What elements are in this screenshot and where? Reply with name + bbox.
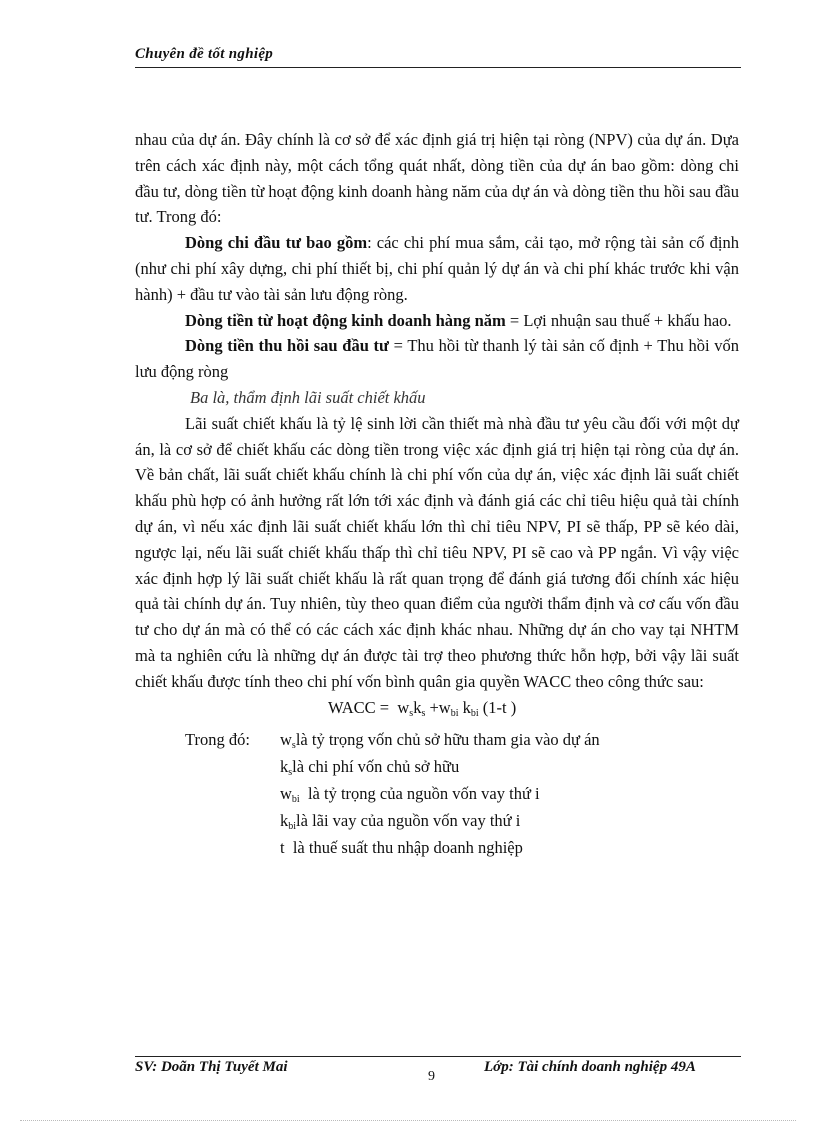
legend-subscript: s xyxy=(291,740,296,752)
legend-row xyxy=(135,807,739,834)
subheading-discount-rate: Ba là, thẩm định lãi suất chiết khấu xyxy=(190,387,426,407)
legend-label: Trong đó: xyxy=(185,730,250,750)
formula-sub: s xyxy=(421,707,426,719)
paragraph-discount-rate: Lãi suất chiết khấu là tỷ lệ sinh lời cần thiết mà nhà đầu tư yêu cầu đối với một dự án, là cơ sở để chiết khấu các dòng tiền trong việc xác định giá trị hiện tại ròng của dự án. Về bản chất, lãi suất chiết khấu chính là chi phí vốn của dự án, việc xác định lãi suất chiết khấu phù hợp có ảnh hưởng rất lớn tới xác định và đánh giá các chỉ tiêu hiệu quả tài chính dự án, vì nếu xác định lãi suất chiết khấu lớn thì chỉ tiêu NPV, PI sẽ thấp, PP sẽ kéo dài, ngược lại, nếu lãi suất chiết khấu thấp thì chỉ tiêu NPV, PI sẽ cao và PP ngắn. Vì vậy việc xác định hợp lý lãi suất chiết khấu là rất quan trọng để đánh giá tương đối chính xác hiệu quả tài chính dự án. Tuy nhiên, tùy theo quan điểm của người thẩm định và cơ cấu vốn đầu tư cho dự án mà có thể có các cách xác định khác nhau. Những dự án cho vay tại NHTM mà ta nghiên cứu là những dự án được tài trợ theo phương thức hỗn hợp, bởi vậy lãi suất chiết khấu được tính theo chi phí vốn bình quân gia quyền WACC theo công thức sau: xyxy=(135,413,739,691)
term-operating-cashflow: Dòng tiền từ hoạt động kinh doanh hàng năm xyxy=(185,310,506,330)
footer-student: SV: Doãn Thị Tuyết Mai xyxy=(135,1059,288,1075)
formula-w: w xyxy=(438,697,451,717)
formula-plus: + xyxy=(425,697,439,717)
paragraph-investment-outflow xyxy=(135,230,739,307)
paragraph-terminal-cashflow xyxy=(135,333,739,385)
legend-text: là lãi vay của nguồn vốn vay thứ i xyxy=(296,811,521,831)
formula-k: k xyxy=(462,697,471,717)
term-investment-outflow: Dòng chi đầu tư bao gồm xyxy=(185,233,368,253)
legend-spacer xyxy=(135,807,280,834)
legend-item xyxy=(280,807,520,834)
legend-row xyxy=(135,780,739,807)
header-title: Chuyên đề tốt nghiệp xyxy=(135,46,274,62)
legend-symbol: t xyxy=(280,838,285,858)
formula-lhs: WACC = xyxy=(328,697,390,717)
page-number: 9 xyxy=(428,1069,435,1084)
formula-w: w xyxy=(397,697,410,717)
definition-operating-cashflow: = Lợi nhuận sau thuế + khấu hao. xyxy=(505,310,732,330)
wacc-formula xyxy=(135,695,739,727)
legend-text: là thuế suất thu nhập doanh nghiệp xyxy=(284,838,523,858)
formula-sub: bi xyxy=(470,707,479,719)
paragraph-intro: nhau của dự án. Đây chính là cơ sở để xác định giá trị hiện tại ròng (NPV) của dự án. Dựa trên cách xác định này, một cách tổng quát nhất, dòng tiền của dự án bao gồm: dòng chi đầu tư, dòng tiền từ hoạt động kinh doanh hàng năm của dự án và dòng tiền thu hồi sau đầu tư. Trong đó: xyxy=(135,130,739,227)
legend-symbol: k xyxy=(280,757,289,777)
legend-symbol: w xyxy=(280,784,292,804)
formula-legend xyxy=(135,726,739,861)
footer-rule xyxy=(135,1056,741,1057)
legend-row xyxy=(135,753,739,780)
legend-spacer xyxy=(135,753,280,780)
formula-sub: bi xyxy=(450,707,459,719)
definition-investment-outflow: : các chi phí mua sắm, cải tạo, mở rộng tài sản cố định (như chi phí xây dựng, chi phí thiết bị, chi phí quản lý dự án và chi phí khác trước khi vận hành) + đầu tư vào tài sản lưu động ròng. xyxy=(135,233,739,304)
header-rule xyxy=(135,67,741,68)
legend-symbol: w xyxy=(280,730,292,750)
formula-k: k xyxy=(413,697,422,717)
legend-spacer xyxy=(135,834,280,861)
definition-terminal-cashflow: = Thu hồi từ thanh lý tài sản cố định + Thu hồi vốn lưu động ròng xyxy=(135,336,739,382)
page-bottom-border xyxy=(20,1120,796,1121)
legend-item xyxy=(280,726,600,753)
legend-item xyxy=(280,834,523,861)
formula-tail: (1-t ) xyxy=(478,697,517,717)
legend-subscript: s xyxy=(288,767,293,779)
legend-item xyxy=(280,753,459,780)
term-terminal-cashflow: Dòng tiền thu hồi sau đầu tư xyxy=(185,336,389,356)
legend-subscript: bi xyxy=(291,794,300,806)
legend-spacer xyxy=(135,780,280,807)
formula-sub: s xyxy=(409,707,414,719)
legend-item xyxy=(280,780,540,807)
legend-row xyxy=(135,834,739,861)
legend-symbol: k xyxy=(280,811,289,831)
legend-text: là tỷ trọng vốn chủ sở hữu tham gia vào dự án xyxy=(295,730,600,750)
footer-class: Lớp: Tài chính doanh nghiệp 49A xyxy=(484,1059,696,1075)
legend-row xyxy=(135,726,739,753)
document-body xyxy=(135,127,739,861)
legend-text: là chi phí vốn chủ sở hữu xyxy=(292,757,460,777)
legend-text: là tỷ trọng của nguồn vốn vay thứ i xyxy=(299,784,540,804)
paragraph-operating-cashflow xyxy=(135,308,739,334)
legend-subscript: bi xyxy=(288,821,297,833)
